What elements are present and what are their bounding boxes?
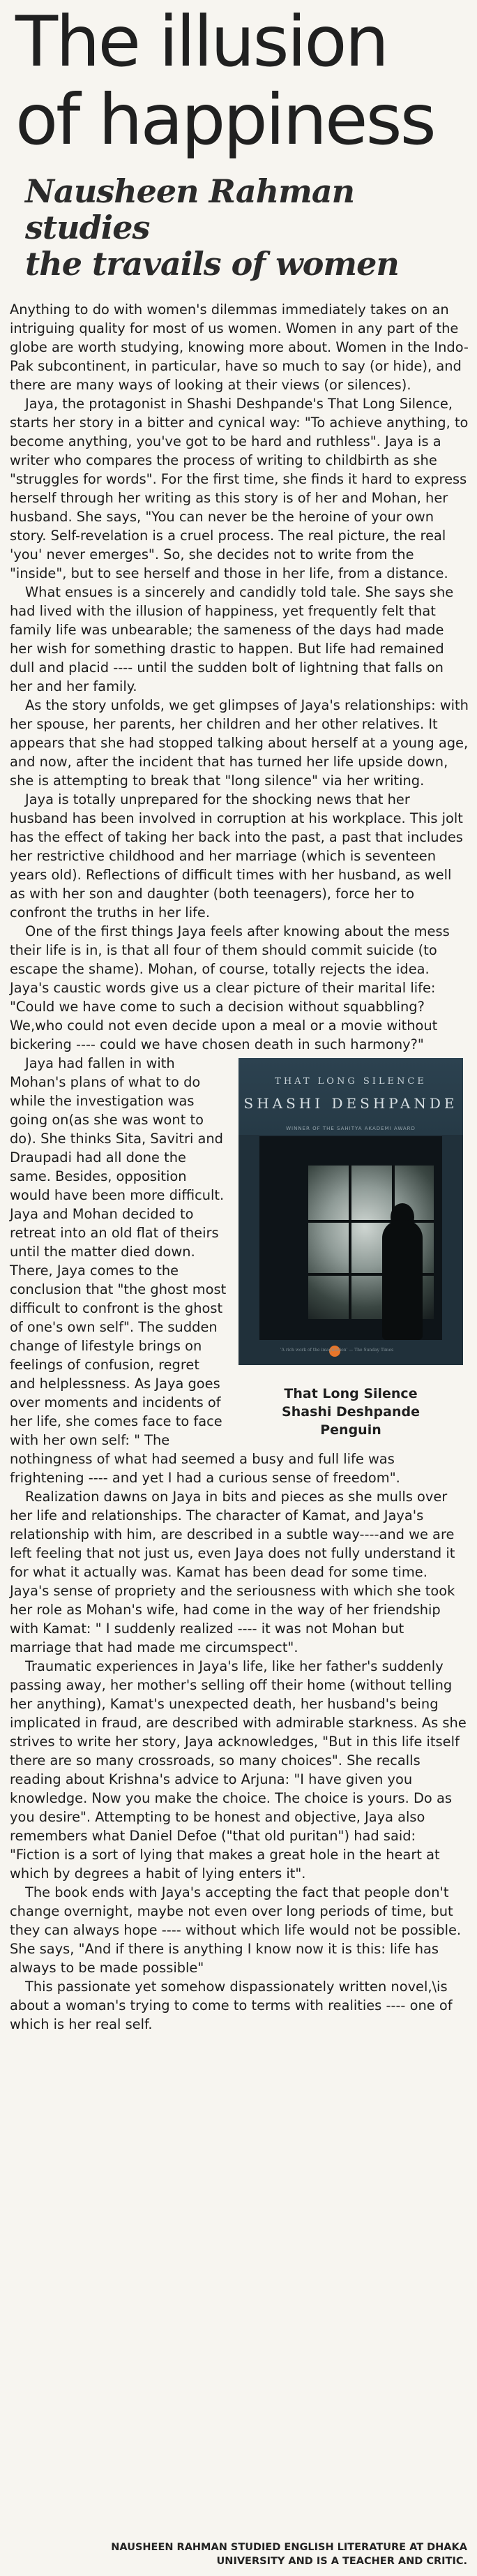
cover-author: SHASHI DESHPANDE: [243, 1095, 458, 1112]
cover-photograph: [259, 1136, 442, 1340]
paragraph: Traumatic experiences in Jaya's life, like her father's suddenly passing away, her mother's selling off their home (without telling her anything), Kamat's unexpected death, her husband's being implicated in fraud, are described with admirable starkness. As she strives to write her story, Jaya acknowledges, "But in this life itself there are so many crossroads, so many choices". She recalls reading about Krishna's advice to Arjuna: "I have given you knowledge. Now you make the choice. The choice is yours. Do as you desire". Attempting to be honest and objective, Jaya also remembers what Daniel Defoe ("that old puritan") had said: "Fiction is a sort of lying that makes a great hole in the heart at which by degrees a habit of lying enters it".: [10, 1658, 467, 1882]
paragraph: One of the first things Jaya feels after knowing about the mess their life is in, is that all four of them should commit suicide (to escape the shame). Mohan, of course, totally rejects the idea. Jaya's caustic words give us a clear picture of their marital life: "Could we have come to such a decision without squabbling? We,who could not even decide upon a meal or a movie without bickering ---- could we have chosen death in such harmony?": [10, 923, 450, 1052]
paragraph: Jaya, the protagonist in Shashi Deshpande's That Long Silence, starts her story in a bitter and cynical way: "To achieve anything, to become anything, you've got to be hard and ruthless". Jaya is a writer who compares the process of writing to childbirth as she "struggles for words". For the first time, she finds it hard to express herself through her writing as this story is of her and Mohan, her husband. She says, "You can never be the heroine of your own story. Self-revelation is a cruel process. The real picture, the real 'you' never emerges". So, she decides not to write from the "inside", but to see herself and those in her life, from a distance.: [10, 396, 469, 581]
paragraph: This passionate yet somehow dispassionately written novel,\is about a woman's trying to come to terms with realities ---- one of which is her real self.: [10, 1979, 453, 2032]
cover-quote: 'A rich work of the imagination' — The Sunday Times: [280, 1348, 394, 1353]
standfirst: [25, 173, 469, 282]
caption-author: Shashi Deshpande: [282, 1404, 420, 1420]
standfirst-line-1: Nausheen Rahman studies: [25, 172, 355, 246]
cover-tagline: WINNER OF THE SAHITYA AKADEMI AWARD: [286, 1126, 416, 1131]
book-cover-image: [238, 1058, 463, 1365]
headline-line-2: of happiness: [15, 79, 434, 161]
headline: [10, 3, 469, 159]
paragraph: Realization dawns on Jaya in bits and pieces as she mulls over her life and relationships. The character of Kamat, and Jaya's relationship with him, are described in a subtle way----and we are left feeling that not just us, even Jaya does not fully understand it for what it actually was. Kamat has been dead for some time. Jaya's sense of propriety and the seriousness with which she took her role as Mohan's wife, had come in the way of her friendship with Kamat: " I suddenly realized ---- it was not Mohan but marriage that had made me circumspect".: [10, 1489, 455, 1655]
paragraph: What ensues is a sincerely and candidly told tale. She says she had lived with the illusion of happiness, yet frequently felt that family life was unbearable; the sameness of the days had made her wish for something drastic to happen. But life had remained dull and placid ---- until the sudden bolt of lightning that falls on her and her family.: [10, 584, 454, 694]
caption-publisher: Penguin: [320, 1422, 381, 1438]
book-figure: [238, 1058, 463, 1439]
cover-title: THAT LONG SILENCE: [275, 1076, 427, 1087]
silhouette-figure: [382, 1220, 423, 1340]
window-frame: [349, 1166, 351, 1319]
author-byline: [10, 2540, 467, 2568]
byline-line-1: NAUSHEEN RAHMAN STUDIED ENGLISH LITERATURE AT DHAKA: [111, 2542, 467, 2553]
paragraph: Jaya is totally unprepared for the shocking news that her husband has been involved in corruption at his workplace. This jolt has the effect of taking her back into the past, a past that includes her restrictive childhood and her marriage (which is seventeen years old). Reflections of difficult times with her husband, as well as with her son and daughter (both teenagers), force her to confront the truths in her life.: [10, 791, 463, 921]
caption-title: That Long Silence: [284, 1386, 418, 1401]
headline-line-1: The illusion: [15, 1, 387, 82]
book-caption: [238, 1385, 463, 1439]
standfirst-line-2: the travails of women: [25, 245, 399, 283]
paragraph: As the story unfolds, we get glimpses of Jaya's relationships: with her spouse, her parents, her children and her other relatives. It appears that she had stopped talking about herself at a young age, and now, after the incident that has turned her life upside down, she is attempting to break that "long silence" via her writing.: [10, 697, 469, 789]
paragraph: The book ends with Jaya's accepting the fact that people don't change overnight, maybe not even over long periods of time, but they can always hope ---- without which life would not be possible. She says, "And if there is anything I know now it is this: life has always to be made possible": [10, 1884, 462, 1976]
article-body: [10, 300, 469, 2034]
paragraph: Anything to do with women's dilemmas immediately takes on an intriguing quality for most of us women. Women in any part of the globe are worth studying, knowing more about. Women in the Indo-Pak subcontinent, in particular, have so much to say (or hide), and there are many ways of looking at their views (or silences).: [10, 301, 469, 393]
byline-line-2: UNIVERSITY AND IS A TEACHER AND CRITIC.: [216, 2556, 467, 2567]
window-frame: [308, 1220, 434, 1223]
paragraph: Jaya had fallen in with Mohan's plans of what to do while the investigation was going on(as she was wont to do). She thinks Sita, Savitri and Draupadi had all done the same. Besides, opposition would have been more difficult. Jaya and Mohan decided to retreat into an old flat of theirs until the matter died down. There, Jaya comes to the conclusion that "the ghost most difficult to confront is the ghost of one's own self". The sudden change of lifestyle brings on feelings of confusion, regret and helplessness. As Jaya goes over moments and incidents of her life, she comes face to face with her own self: " The nothingness of what had seemed a busy and full life was frightening ---- and yet I had a curious sense of freedom".: [10, 1055, 400, 1486]
